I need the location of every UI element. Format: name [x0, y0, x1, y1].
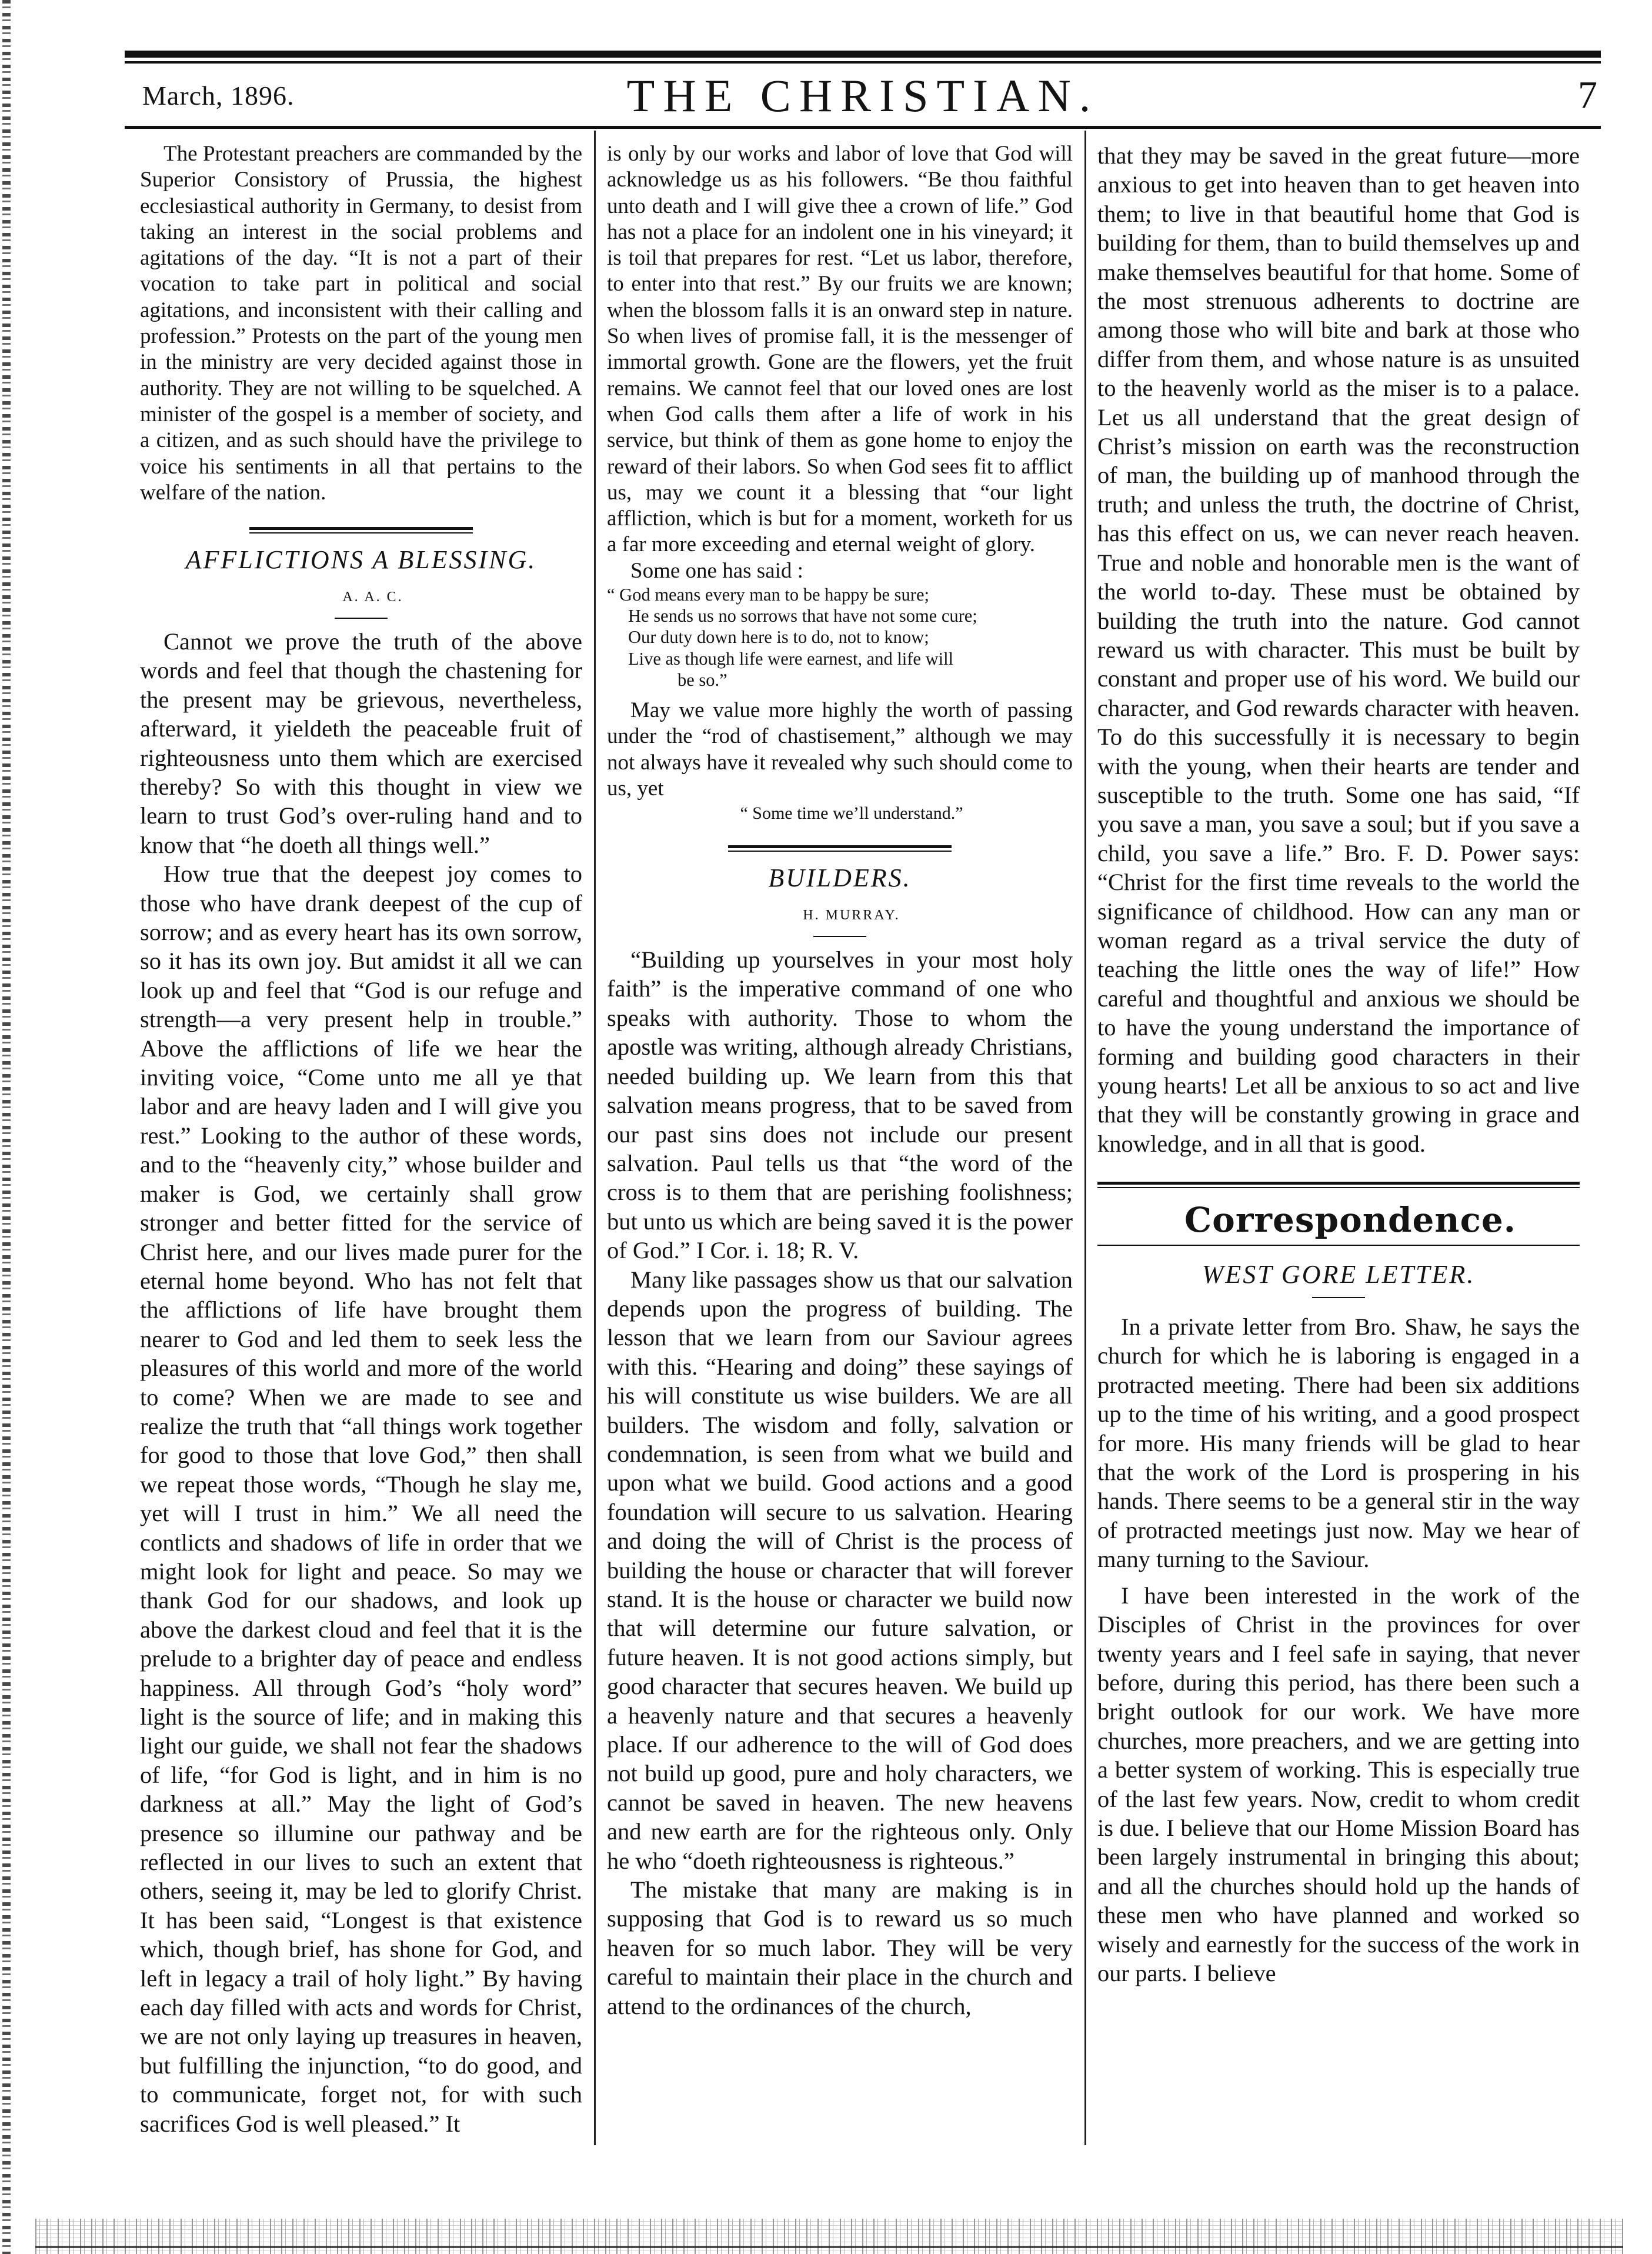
poem-line: be so.”: [678, 669, 727, 690]
masthead-rule-thick: [125, 51, 1601, 58]
column-2: [607, 141, 1073, 2141]
poem-line: He sends us no sorrows that have not some cure;: [628, 606, 977, 626]
builders-continuation: that they may be saved in the great future—more anxious to get into heaven than to get heaven into them; to live in that beautiful home that God is building for them, than to build themselves up and make themselves beautiful for that home. Some of the most strenuous adherents to doctrine are among those who will bite and bark at those who differ from them, and whose nature is as unsuited to the heavenly world as the miser is to a palace. Let us all understand that the great design of Christ’s mission on earth was the reconstruction of man, the building up of manhood through the truth; and unless the truth, the doctrine of Christ, has this effect on us, we can never reach heaven. True and noble and honorable men is the want of the world to-day. These must be obtained by building the truth into the nature. God cannot reward us with character. This must be built by constant and proper use of his word. We build our character, and God rewards character with heaven. To do this successfully it is necessary to begin with the young, when their hearts are tender and susceptible to the truth. Some one has said, “If you save a man, you save a soul; but if you save a child, you save a life.” Bro. F. D. Power says: “Christ for the first time reveals to the world the significance of childhood. How can any man or woman regard as a trival service the duty of teaching the little ones the way of life!” How careful and thoughtful and anxious we should be to have the young understand the importance of forming and building good characters in their young hearts! Let all be anxious to so act and live that they will be constantly growing in grace and knowledge, and in all that is good.: [1097, 142, 1580, 1157]
column-3: [1097, 141, 1580, 2141]
header-rule: [125, 126, 1601, 129]
builders-paragraph-3: The mistake that many are making is in supposing that God is to reward us so much heaven for so much labor. They will be very careful to maintain their place in the church and attend to the ordinances of the church,: [607, 1876, 1073, 2019]
poem-line: Our duty down here is to do, not to know;: [628, 627, 929, 648]
masthead-rule-thin: [125, 61, 1601, 64]
article-byline-builders: H. MURRAY.: [803, 907, 900, 923]
west-gore-paragraph-1: In a private letter from Bro. Shaw, he says the church for which he is laboring is engaged in a protracted meeting. There had been six additions up to the time of his writing, and a good prospect for more. His many friends will be glad to hear that the work of the Lord is prospering in his hands. There seems to be a general stir in the way of protracted meetings just now. May we hear of many turning to the Saviour.: [1097, 1313, 1580, 1573]
scan-bottom-edge: [35, 2219, 1623, 2254]
poem-line: Live as though life were earnest, and life will: [628, 648, 954, 669]
section-divider: [728, 845, 952, 852]
afflictions-paragraph-2: How true that the deepest joy comes to those who have drank deepest of the cup of sorrow; and as every heart has its own sorrow, so it has its own joy. But amidst it all we can look up and feel that “God is our refuge and strength—a very present help in trouble.” Above the afflictions of life we hear the inviting voice, “Come unto me all ye that labor and are heavy laden and I will give you rest.” Looking to the author of these words, and to the “heavenly city,” whose builder and maker is God, we certainly shall grow stronger and better fitted for the service of Christ here, and our lives made purer for the eternal home beyond. Who has not felt that the afflictions of life have brought them nearer to God and led them to seek less the pleasures of this world and more of the world to come? When we are made to see and realize the truth that “all things work together for good to those that love God,” then shall we repeat those words, “Though he slay me, yet will I trust in him.” We all need the contlicts and shadows of life in order that we might look for light and peace. So may we thank God for our shadows, and look up above the darkest cloud and feel that it is the prelude to a brighter day of peace and endless happiness. All through God’s “holy word” light is the source of life; and in making this light our guide, we shall not fear the shadows of life, “for God is light, and in him is no darkness at all.” May the light of God’s presence so illumine our pathway and be reflected in our lives to such an extent that others, seeing it, may be led to glorify Christ. It has been said, “Longest is that existence which, though brief, has shone for God, and left in legacy a trail of holy light.” By having each day filled with acts and words for Christ, we are not only laying up treasures in heaven, but fulfilling the injunction, “to do good, and to communicate, forget not, for with such sacrifices God is well pleased.” It: [140, 861, 582, 2137]
page-header: [125, 69, 1601, 122]
west-gore-paragraph-2: I have been interested in the work of the Disciples of Christ in the provinces for over twenty years and I feel safe in saying, that never before, during this period, has there been such a bright outlook for our work. We have more churches, more preachers, and we are getting into a better system of working. This is especially true of the last few years. Now, credit to whom credit is due. I believe that our Home Mission Board has been largely instrumental in bringing this about; and all the churches should hold up the hands of these men who have planned and worked so wisely and earnestly for the success of the work in our parts. I believe: [1097, 1582, 1580, 1986]
builders-paragraph-1: “Building up yourselves in your most holy faith” is the imperative command of one who speaks with authority. Those to whom the apostle was writing, although already Christians, needed building up. We learn from this that salvation means progress, that to be saved from our past sins does not include our present salvation. Paul tells us that “the word of the cross is to them that are perishing foolishness; but unto us which are being saved it is the power of God.” I Cor. i. 18; R. V.: [607, 946, 1073, 1264]
article-title-west-gore: WEST GORE LETTER.: [1202, 1259, 1476, 1289]
column-divider-1: [594, 131, 596, 2145]
page-number: 7: [1578, 74, 1597, 116]
article-byline-afflictions: A. A. C.: [342, 589, 403, 605]
issue-date: March, 1896.: [142, 81, 295, 111]
afflictions-continuation: is only by our works and labor of love that God will acknowledge us as his followers. “Be thou faithful unto death and I will give thee a crown of life.” God has not a place for an indolent one in his vineyard; it is toil that prepares for rest. “Let us labor, therefore, to enter into that rest.” By our fruits we are known; when the blossom falls it is an onward step in nature. So when lives of promise fall, it is the messenger of immortal growth. Gone are the flowers, yet the fruit remains. We cannot feel that our loved ones are lost when God calls them after a life of work in his service, but think of them as gone home to enjoy the reward of their labors. So when God sees fit to afflict us, may we count it a blessing that “our light affliction, which is but for a moment, worketh for us a far more exceeding and eternal weight of glory.: [607, 142, 1073, 557]
some-one-has-said: Some one has said :: [630, 558, 803, 583]
section-divider: [1097, 1182, 1580, 1188]
scan-edge-border: [2, 0, 11, 2254]
builders-paragraph-2: Many like passages show us that our salvation depends upon the progress of building. The lesson that we learn from our Saviour agrees with this. “Hearing and doing” these sayings of his will constitute us wise builders. We are all builders. The wisdom and folly, salvation or condemnation, is seen from what we build and upon what we build. Good actions and a good foundation will secure to us salvation. Hearing and doing the will of Christ is the process of building the house or character that will forever stand. It is the house or character we build now that will determine our future salvation, or future heaven. It is not good actions simply, but good character that secures heaven. We build up a heavenly nature and that secures a heavenly place. If our adherence to the will of God does not build up good, pure and holy characters, we cannot be saved in heaven. The new heavens and new earth are for the righteous only. Only he who “doeth righteousness is righteous.”: [607, 1266, 1073, 1874]
article-title-afflictions: AFFLICTIONS A BLESSING.: [185, 545, 537, 575]
column-divider-2: [1084, 131, 1086, 2145]
newspaper-title: THE CHRISTIAN.: [626, 70, 1099, 121]
scan-bottom-line: [35, 2246, 1623, 2248]
section-title-correspondence: Correspondence.: [1184, 1200, 1516, 1241]
quoted-poem: [607, 584, 1073, 691]
rod-of-chastisement-paragraph: May we value more highly the worth of passing under the “rod of chastisement,” although we may not always have it revealed why such should come to us, yet: [607, 698, 1073, 801]
afflictions-paragraph-1: Cannot we prove the truth of the above words and feel that though the chastening for the present may be grievous, nevertheless, afterward, it yieldeth the peaceable fruit of righteousness unto them which are exercised thereby? So with this thought in view we learn to trust God’s over-ruling hand and to know that “he doeth all things well.”: [140, 628, 582, 858]
poem-line: “ God means every man to be happy be sure;: [607, 585, 929, 605]
closing-quote: “ Some time we’ll understand.”: [740, 803, 963, 823]
protestant-preachers-paragraph: The Protestant preachers are commanded by the Superior Consistory of Prussia, the highest ecclesiastical authority in Germany, to desist from taking an interest in the social problems and agitations of the day. “It is not a part of their vocation to take part in political and social agitations, and inconsistent with their calling and profession.” Protests on the part of the young men in the ministry are very decided against those in authority. They are not willing to be squelched. A minister of the gospel is a member of society, and a citizen, and as such should have the privilege to voice his sentiments in all that pertains to the welfare of the nation.: [140, 142, 582, 505]
section-divider: [249, 527, 473, 534]
column-1: [140, 141, 582, 2141]
article-title-builders: BUILDERS.: [768, 863, 912, 893]
